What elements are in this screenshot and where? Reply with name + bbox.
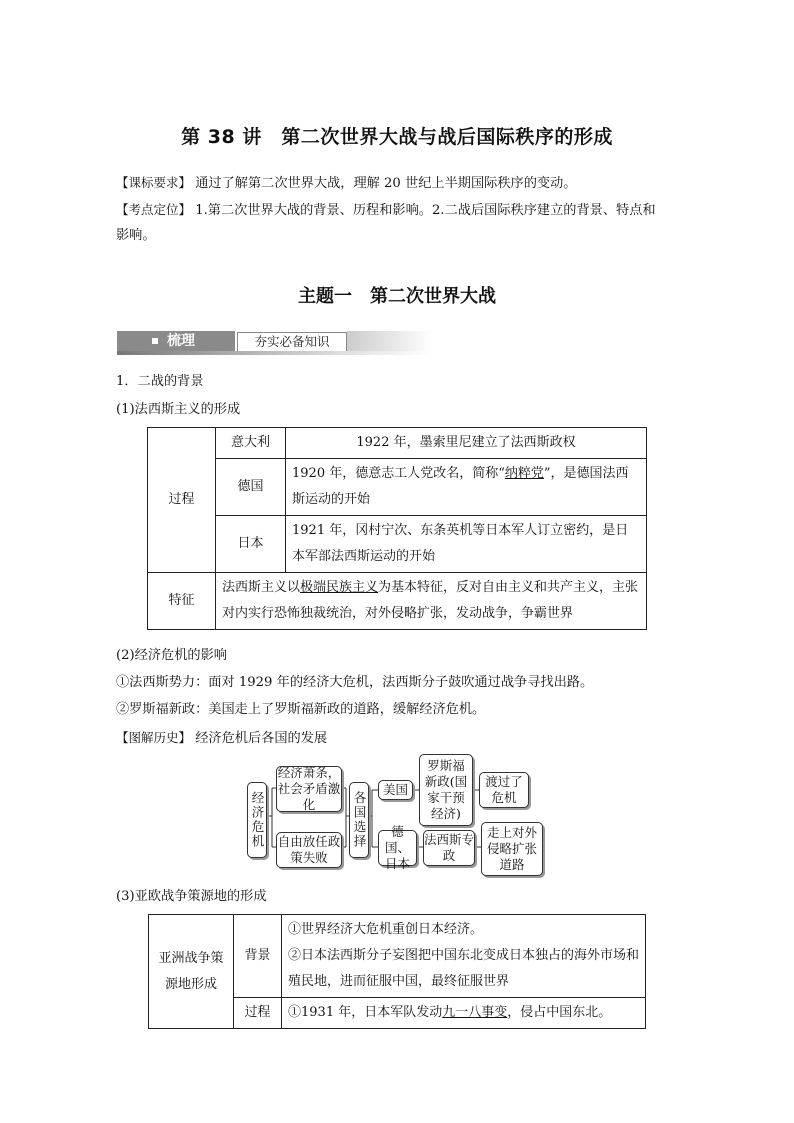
- war-source-table: [148, 914, 646, 1029]
- curriculum-tag: 【课标要求】: [116, 175, 192, 190]
- diagram-caption-text: 经济危机后各国的发展: [195, 731, 328, 746]
- germany-japan-node: 德国、日本: [378, 830, 417, 866]
- diagram-caption: [116, 725, 686, 752]
- banner-label: 梳理: [117, 331, 235, 351]
- exam-points-text: 1.第二次世界大战的背景、历程和影响。2.二战后国际秩序建立的背景、特点和: [195, 203, 656, 218]
- section-1b-item1: ①法西斯势力：面对 1929 年的经济大危机，法西斯分子鼓吹通过战争寻找出路。: [116, 675, 594, 690]
- banner-sub: 夯实必备知识: [237, 332, 347, 352]
- new-deal-node: 罗斯福新政(国家干预经济): [419, 754, 473, 826]
- section-1b-item2: ②罗斯福新政：美国走上了罗斯福新政的道路，缓解经济危机。: [116, 702, 486, 717]
- page-title: 第 38 讲 第二次世界大战与战后国际秩序的形成: [181, 126, 613, 148]
- background-text: ①世界经济大危机重创日本经济。 ②日本法西斯分子妄图把中国东北变成日本独占的海外市场和殖民地，进而征服中国，最终征服世界: [282, 915, 646, 998]
- depression-node: 经济萧条，社会矛盾激化: [277, 765, 341, 812]
- feature-text: 法西斯主义以极端民族主义为基本特征，反对自由主义和共产主义，主张对内实行恐怖独裁统治，对外侵略扩张，发动战争，争霸世界: [216, 573, 647, 630]
- table-row: [148, 573, 647, 630]
- table-row: [149, 915, 646, 998]
- feature-label: 特征: [148, 573, 216, 630]
- italy-label: 意大利: [216, 428, 286, 459]
- curriculum-requirement: [116, 170, 686, 197]
- germany-text: 1920 年，德意志工人党改名，简称“纳粹党”，是德国法西斯运动的开始: [286, 459, 647, 516]
- exam-points: [116, 197, 686, 224]
- japan-text: 1921 年，冈村宁次、东条英机等日本军人订立密约，是日本军部法西斯运动的开始: [286, 516, 647, 573]
- exam-points-tag: 【考点定位】: [116, 202, 192, 217]
- aggression-node: 走上对外侵略扩张道路: [481, 822, 543, 876]
- passed-crisis-node: 渡过了危机: [479, 772, 529, 808]
- table-row: [148, 516, 647, 573]
- fascist-node: 法西斯专政: [423, 830, 475, 866]
- diagram-tag: 【图解历史】: [116, 730, 192, 745]
- section-banner: [117, 331, 433, 355]
- table-row: [148, 428, 647, 459]
- process-label-2: 过程: [234, 998, 282, 1029]
- table-row: [148, 459, 647, 516]
- square-icon: [152, 338, 158, 344]
- section-1-heading: 1．二战的背景: [116, 374, 204, 389]
- fascism-table: [147, 427, 647, 630]
- italy-text: 1922 年，墨索里尼建立了法西斯政权: [286, 428, 647, 459]
- choice-node: 各国选择: [349, 782, 369, 858]
- background-label: 背景: [234, 915, 282, 998]
- theme-heading: 主题一 第二次世界大战: [298, 286, 496, 307]
- process-label: 过程: [148, 428, 216, 573]
- usa-node: 美国: [378, 780, 413, 800]
- section-1b-heading: (2)经济危机的影响: [116, 648, 227, 663]
- section-1c-heading: (3)亚欧战争策源地的形成: [116, 889, 267, 904]
- laissez-faire-node: 自由放任政策失败: [276, 832, 342, 868]
- germany-label: 德国: [216, 459, 286, 516]
- war-source-label: 亚洲战争策源地形成: [149, 915, 234, 1029]
- exam-points-cont: 影响。: [116, 228, 156, 243]
- section-1a-heading: (1)法西斯主义的形成: [116, 402, 241, 417]
- process-text: ①1931 年，日本军队发动九一八事变，侵占中国东北。: [282, 998, 646, 1029]
- economic-crisis-flowchart: [245, 752, 555, 880]
- crisis-node: 经济危机: [247, 782, 267, 858]
- japan-label: 日本: [216, 516, 286, 573]
- curriculum-text: 通过了解第二次世界大战，理解 20 世纪上半期国际秩序的变动。: [195, 176, 577, 191]
